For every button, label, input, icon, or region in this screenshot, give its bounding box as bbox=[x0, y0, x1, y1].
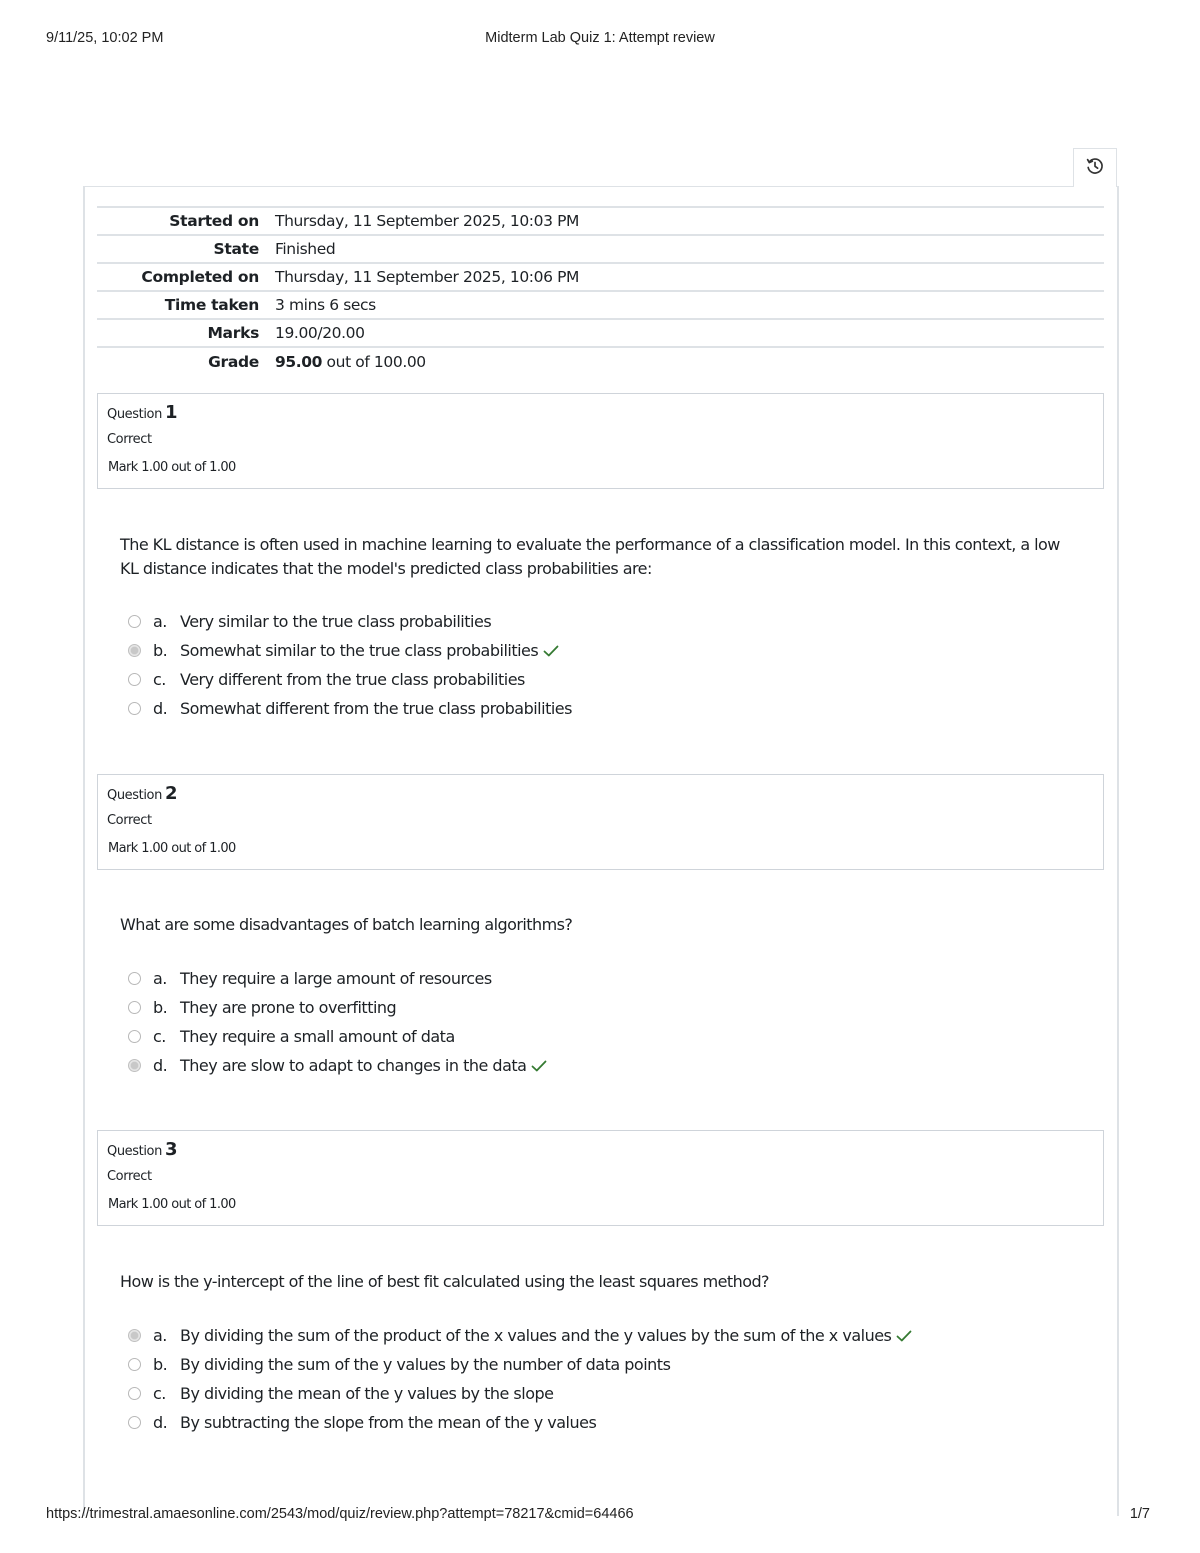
answer-letter: c. bbox=[153, 1027, 166, 1046]
answer-letter: a. bbox=[153, 969, 167, 988]
answer-text: Very different from the true class probabilities bbox=[180, 670, 525, 689]
answer-option[interactable] bbox=[126, 1022, 1026, 1051]
answer-text: Somewhat similar to the true class probabilities bbox=[180, 641, 539, 660]
answer-option[interactable] bbox=[126, 964, 1026, 993]
answer-letter: c. bbox=[153, 670, 166, 689]
answer-text: They require a small amount of data bbox=[180, 1027, 455, 1046]
marks-label: Marks bbox=[97, 319, 269, 347]
print-url: https://trimestral.amaesonline.com/2543/mod/quiz/review.php?attempt=78217&cmid=64466 bbox=[46, 1506, 634, 1522]
answer-radio[interactable] bbox=[128, 673, 141, 686]
started-on-label: Started on bbox=[97, 207, 269, 235]
answer-option[interactable] bbox=[126, 993, 1026, 1022]
question-mark: Mark 1.00 out of 1.00 bbox=[108, 841, 236, 856]
time-taken-value: 3 mins 6 secs bbox=[269, 291, 1104, 319]
question-mark: Mark 1.00 out of 1.00 bbox=[108, 460, 236, 475]
question-state: Correct bbox=[107, 1169, 152, 1184]
summary-row-state bbox=[97, 235, 1104, 263]
answer-letter: a. bbox=[153, 1326, 167, 1345]
question-number bbox=[107, 1139, 177, 1160]
reset-view-button[interactable] bbox=[1073, 148, 1117, 187]
answer-text: By subtracting the slope from the mean of the y values bbox=[180, 1413, 597, 1432]
answer-list bbox=[126, 1321, 1026, 1437]
answer-radio[interactable] bbox=[128, 702, 141, 715]
grade-label: Grade bbox=[97, 347, 269, 375]
answer-radio[interactable] bbox=[128, 1030, 141, 1043]
answer-option[interactable] bbox=[126, 665, 1026, 694]
summary-row-time bbox=[97, 291, 1104, 319]
grade-score: 95.00 bbox=[275, 352, 323, 371]
question-info-box bbox=[97, 774, 1104, 870]
completed-on-value: Thursday, 11 September 2025, 10:06 PM bbox=[269, 263, 1104, 291]
completed-on-label: Completed on bbox=[97, 263, 269, 291]
answer-list bbox=[126, 964, 1026, 1080]
question-number bbox=[107, 783, 177, 804]
answer-radio[interactable] bbox=[128, 1387, 141, 1400]
answer-letter: b. bbox=[153, 1355, 168, 1374]
print-page-title: Midterm Lab Quiz 1: Attempt review bbox=[485, 30, 715, 46]
answer-radio-checked[interactable] bbox=[128, 1059, 141, 1072]
summary-row-grade bbox=[97, 347, 1104, 375]
question-number bbox=[107, 402, 177, 423]
question-state: Correct bbox=[107, 813, 152, 828]
history-icon bbox=[1085, 156, 1105, 181]
answer-letter: c. bbox=[153, 1384, 166, 1403]
answer-text: Somewhat different from the true class probabilities bbox=[180, 699, 572, 718]
question-label: Question bbox=[107, 1144, 162, 1159]
summary-row-completed bbox=[97, 263, 1104, 291]
answer-text: They are prone to overfitting bbox=[180, 998, 397, 1017]
grade-out-of: out of 100.00 bbox=[322, 352, 426, 371]
question-number-value: 2 bbox=[164, 783, 178, 804]
answer-radio-checked[interactable] bbox=[128, 644, 141, 657]
print-page-number: 1/7 bbox=[1129, 1506, 1150, 1522]
answer-option[interactable] bbox=[126, 1408, 1026, 1437]
question-text: The KL distance is often used in machine learning to evaluate the performance of a classification model. In this context, a low KL distance indicates that the model's predicted class probabilities are: bbox=[120, 535, 1060, 578]
answer-letter: d. bbox=[153, 699, 168, 718]
answer-option-selected[interactable] bbox=[126, 636, 1026, 665]
marks-value: 19.00/20.00 bbox=[269, 319, 1104, 347]
check-icon bbox=[531, 1059, 547, 1073]
print-datetime: 9/11/25, 10:02 PM bbox=[46, 30, 164, 46]
summary-row-marks bbox=[97, 319, 1104, 347]
state-value: Finished bbox=[269, 235, 1104, 263]
grade-value bbox=[269, 347, 1104, 375]
question-state: Correct bbox=[107, 432, 152, 447]
answer-radio[interactable] bbox=[128, 1358, 141, 1371]
time-taken-label: Time taken bbox=[97, 291, 269, 319]
summary-row-started bbox=[97, 207, 1104, 235]
question-number-value: 1 bbox=[164, 402, 178, 423]
answer-letter: d. bbox=[153, 1056, 168, 1075]
answer-letter: d. bbox=[153, 1413, 168, 1432]
question-mark: Mark 1.00 out of 1.00 bbox=[108, 1197, 236, 1212]
question-text: How is the y-intercept of the line of best fit calculated using the least squares method? bbox=[120, 1272, 769, 1291]
answer-option[interactable] bbox=[126, 1379, 1026, 1408]
attempt-summary-table bbox=[97, 206, 1104, 375]
question-info-box bbox=[97, 1130, 1104, 1226]
answer-radio[interactable] bbox=[128, 1001, 141, 1014]
answer-radio-checked[interactable] bbox=[128, 1329, 141, 1342]
print-header bbox=[46, 30, 1154, 50]
answer-option[interactable] bbox=[126, 607, 1026, 636]
question-info-box bbox=[97, 393, 1104, 489]
answer-letter: a. bbox=[153, 612, 167, 631]
answer-text: By dividing the sum of the product of the x values and the y values by the sum of the x values bbox=[180, 1326, 892, 1345]
answer-text: Very similar to the true class probabilities bbox=[180, 612, 492, 631]
print-footer bbox=[46, 1506, 1154, 1526]
answer-list bbox=[126, 607, 1026, 723]
answer-radio[interactable] bbox=[128, 1416, 141, 1429]
check-icon bbox=[543, 644, 559, 658]
answer-option-selected[interactable] bbox=[126, 1321, 1026, 1350]
question-label: Question bbox=[107, 788, 162, 803]
state-label: State bbox=[97, 235, 269, 263]
answer-text: They require a large amount of resources bbox=[180, 969, 492, 988]
answer-text: By dividing the sum of the y values by the number of data points bbox=[180, 1355, 671, 1374]
question-number-value: 3 bbox=[164, 1139, 178, 1160]
question-text: What are some disadvantages of batch learning algorithms? bbox=[120, 915, 573, 934]
answer-option[interactable] bbox=[126, 694, 1026, 723]
started-on-value: Thursday, 11 September 2025, 10:03 PM bbox=[269, 207, 1104, 235]
answer-option[interactable] bbox=[126, 1350, 1026, 1379]
question-label: Question bbox=[107, 407, 162, 422]
answer-option-selected[interactable] bbox=[126, 1051, 1026, 1080]
answer-text: By dividing the mean of the y values by the slope bbox=[180, 1384, 554, 1403]
answer-text: They are slow to adapt to changes in the data bbox=[180, 1056, 527, 1075]
answer-radio[interactable] bbox=[128, 972, 141, 985]
answer-radio[interactable] bbox=[128, 615, 141, 628]
answer-letter: b. bbox=[153, 641, 168, 660]
answer-letter: b. bbox=[153, 998, 168, 1017]
check-icon bbox=[896, 1329, 912, 1343]
